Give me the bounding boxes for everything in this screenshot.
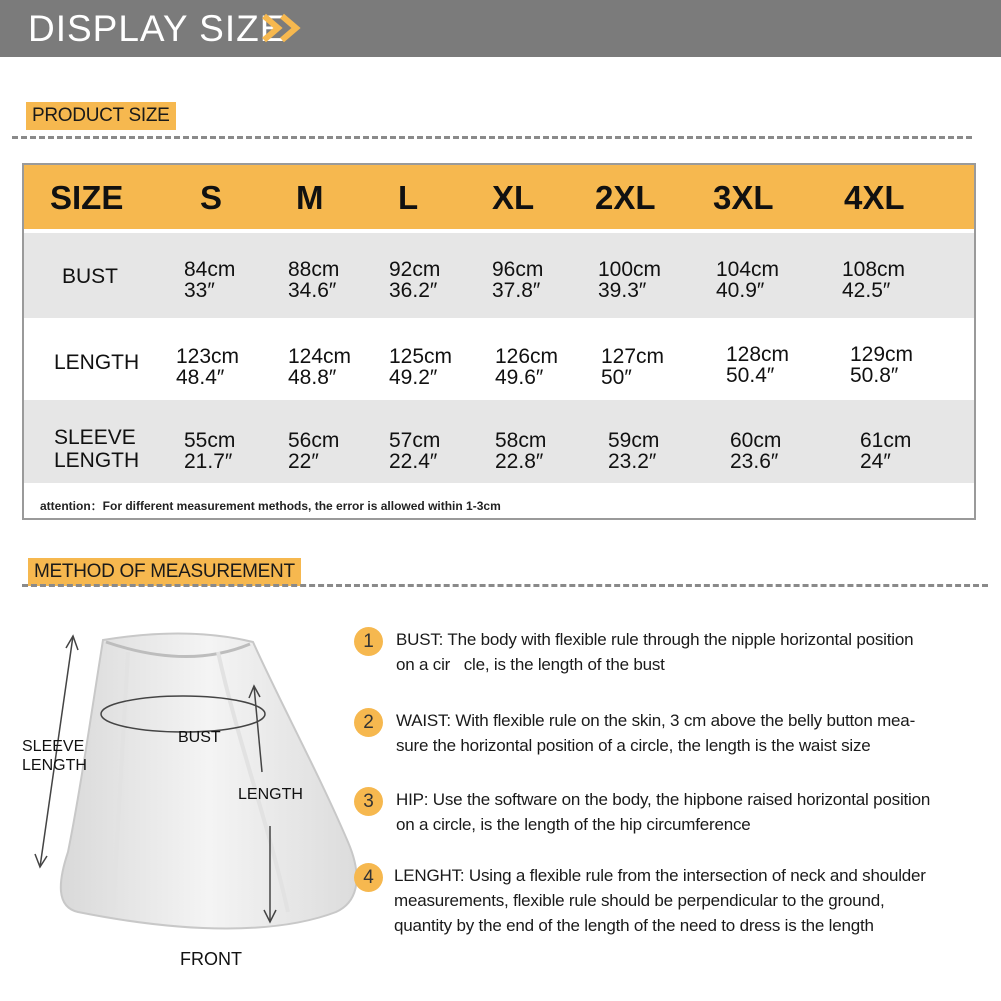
table-cell: 124cm 48.8″ (288, 345, 352, 389)
size-table (22, 163, 976, 520)
header-size-l: L (398, 179, 419, 216)
table-cell: 58cm 22.8″ (495, 429, 547, 473)
header-size-xl: XL (492, 179, 535, 216)
skirt-diagram (18, 612, 368, 982)
header-size-s: S (200, 179, 223, 216)
table-cell: 104cm 40.9″ (716, 258, 780, 302)
header-size-m: M (296, 179, 324, 216)
table-cell: 126cm 49.6″ (495, 345, 559, 389)
table-cell: 100cm 39.3″ (598, 258, 662, 302)
header-size-3xl: 3XL (713, 179, 774, 216)
table-cell: 96cm 37.8″ (492, 258, 544, 302)
length-label: LENGTH (238, 786, 303, 803)
double-chevron-right-icon (260, 12, 308, 44)
step-text: WAIST: With flexible rule on the skin, 3 cm above the belly button mea- sure the horizontal position of a circle, the length is the waist size (396, 711, 916, 755)
table-cell: 60cm 23.6″ (730, 429, 782, 473)
table-cell: 129cm 50.8″ (850, 343, 914, 387)
table-cell: 84cm 33″ (184, 258, 236, 302)
section-divider (22, 584, 988, 587)
table-cell: 125cm 49.2″ (389, 345, 453, 389)
table-cell: 123cm 48.4″ (176, 345, 240, 389)
row-label-bust: BUST (62, 265, 119, 288)
measurement-step-2 (354, 708, 994, 764)
table-cell: 61cm 24″ (860, 429, 912, 473)
size-table-header (24, 165, 974, 229)
table-row (24, 400, 974, 483)
row-label-sleeve-length: SLEEVE LENGTH (54, 426, 140, 472)
step-number-badge: 4 (354, 863, 383, 892)
display-size-banner (0, 0, 1001, 57)
banner-title: DISPLAY SIZE (28, 8, 286, 49)
table-cell: 108cm 42.5″ (842, 258, 906, 302)
row-label-length: LENGTH (54, 351, 140, 374)
table-cell: 92cm 36.2″ (389, 258, 441, 302)
step-text: HIP: Use the software on the body, the hipbone raised horizontal position on a circle, is the length of the hip circumference (396, 790, 931, 834)
table-cell: 127cm 50″ (601, 345, 665, 389)
header-size-2xl: 2XL (595, 179, 656, 216)
step-number-badge: 2 (354, 708, 383, 737)
front-label: FRONT (180, 949, 242, 969)
table-cell: 55cm 21.7″ (184, 429, 236, 473)
step-text: LENGHT: Using a flexible rule from the intersection of neck and shoulder measurements, flexible rule should be perpendicular to the ground, quantity by the end of the length of the need to dress is the length (394, 866, 926, 935)
section-divider (12, 136, 972, 139)
sleeve-length-label: SLEEVE LENGTH (22, 738, 87, 774)
step-text: BUST: The body with flexible rule through the nipple horizontal position on a cir cle, is the length of the bust (396, 630, 914, 674)
measurement-step-1 (354, 627, 994, 683)
table-cell: 56cm 22″ (288, 429, 340, 473)
table-row (24, 233, 974, 318)
step-number-badge: 3 (354, 787, 383, 816)
table-cell: 88cm 34.6″ (288, 258, 340, 302)
table-row (24, 318, 974, 398)
measurement-step-4 (354, 863, 994, 943)
bust-label: BUST (178, 729, 221, 746)
step-number-badge: 1 (354, 627, 383, 656)
product-size-label: PRODUCT SIZE (26, 102, 176, 130)
table-cell: 128cm 50.4″ (726, 343, 790, 387)
attention-note: attention：For different measurement methods, the error is allowed within 1-3cm (40, 499, 501, 513)
table-cell: 57cm 22.4″ (389, 429, 441, 473)
method-of-measurement-label: METHOD OF MEASUREMENT (28, 558, 301, 586)
measurement-step-3 (354, 787, 994, 843)
header-size-label: SIZE (50, 179, 124, 216)
header-size-4xl: 4XL (844, 179, 905, 216)
table-cell: 59cm 23.2″ (608, 429, 660, 473)
